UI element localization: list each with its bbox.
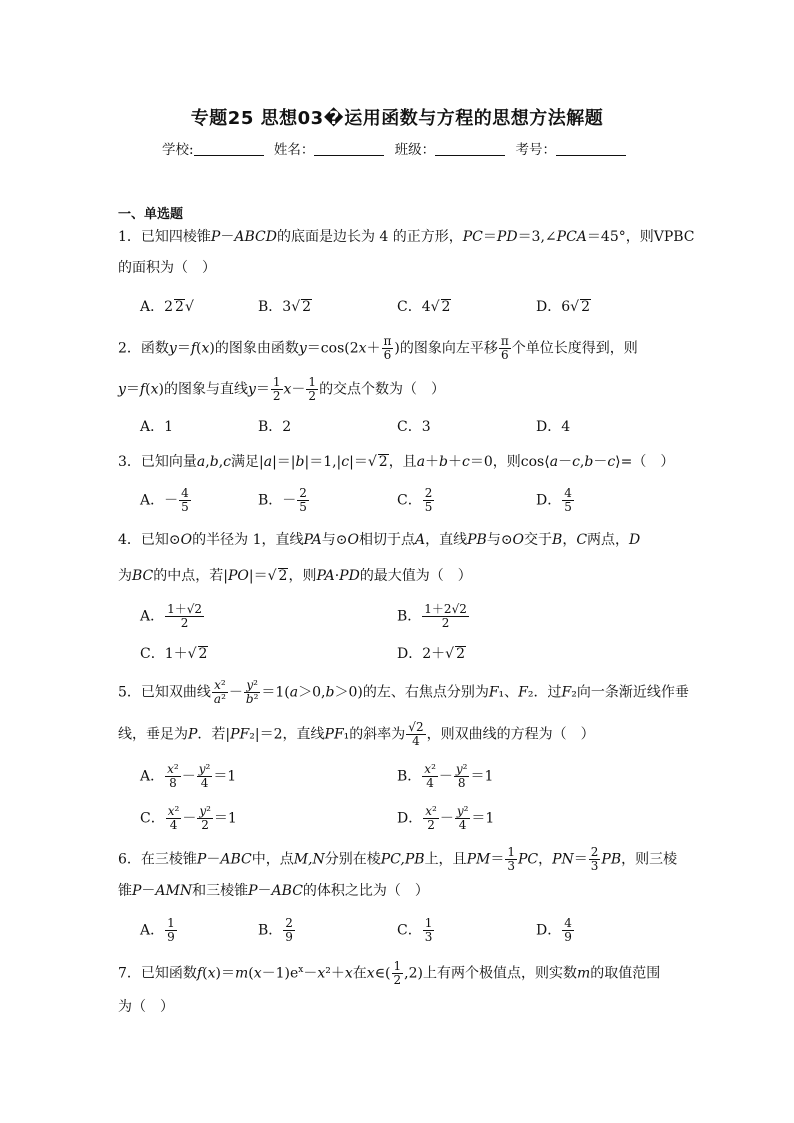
name-blank[interactable] (314, 143, 384, 156)
q2-option-a[interactable]: A．1 (140, 419, 174, 435)
question-6: 6．在三棱锥P－ABC中，点M,N分别在棱PC,PB上，且PM＝ $\frac{1}{3}$ PC，PN＝ $\frac{2}{3}$ PB，则三棱 (118, 845, 678, 873)
q4-option-b[interactable]: B． $\frac{1+2√2}{2}$ (397, 602, 467, 630)
q4-option-c[interactable]: C．1＋√ 2 (140, 646, 208, 662)
question-3: 3．已知向量a,b,c满足|a|＝|b|＝1,|c|＝√ 2，且a＋b＋c＝0，则cos⟨a－c,b－c⟩=（ ） (118, 454, 675, 470)
exam-no-blank[interactable] (556, 143, 626, 156)
question-4: 4．已知⊙O的半径为 1，直线PA与⊙O相切于点A，直线PB与⊙O交于B，C两点，D (118, 532, 641, 548)
question-6-line-2: 锥P－AMN和三棱锥P－ABC的体积之比为（ ） (118, 883, 429, 899)
q4-option-d[interactable]: D．2＋√ 2 (397, 646, 465, 662)
question-4-line-2: 为BC的中点，若|PO|＝√ 2，则PA·PD的最大值为（ ） (118, 568, 472, 584)
q6-option-d[interactable]: D． $\frac{4}{9}$ (536, 916, 572, 944)
q2-option-c[interactable]: C．3 (397, 419, 431, 435)
q1-option-c[interactable]: C．4√ 2 (397, 299, 451, 315)
question-7-line-2: 为（ ） (118, 999, 174, 1015)
q6-option-c[interactable]: C． $\frac{1}{3}$ (397, 916, 433, 944)
q5-option-d[interactable]: D． $\frac{\text{x²}}{2}$ － $\frac{\text{y²}}{4}$ ＝1 (397, 804, 495, 832)
q5-option-c[interactable]: C． $\frac{\text{x²}}{4}$ － $\frac{\text{y²}}{2}$ ＝1 (140, 804, 237, 832)
q3-option-d[interactable]: D． $\frac{4}{5}$ (536, 486, 572, 514)
q2-option-d[interactable]: D．4 (536, 419, 571, 435)
question-7: 7．已知函数$f(x)=m(x-1)e^x-x^2+x$在x∈( $\frac{1}{2}$ ,2)上有两个极值点，则实数m的取值范围 (118, 959, 661, 988)
q1-option-d[interactable]: D．6√ 2 (536, 299, 590, 315)
q6-option-b[interactable]: B． $\frac{2}{9}$ (258, 916, 293, 944)
question-5: 5．已知双曲线 $\frac{\text{x²}}{\text{a²}}$ － $\frac{\text{y²}}{\text{b²}}$ ＝1(a＞0,b＞0)的左、右焦点分别为F₁、F₂．过F₂向一条渐近线作垂 (118, 678, 689, 706)
q2-option-b[interactable]: B．2 (258, 419, 292, 435)
question-1: 1．已知四棱锥P－ABCD的底面是边长为 4 的正方形，PC＝PD＝3,∠PCA＝45°，则VPBC (118, 229, 695, 245)
class-blank[interactable] (435, 143, 505, 156)
q1-option-b[interactable]: B．3√ 2 (258, 299, 312, 315)
section-heading: 一、单选题 (118, 207, 184, 222)
q3-option-a[interactable]: A．－ $\frac{4}{5}$ (140, 486, 189, 514)
q1-option-a[interactable]: A．2 2√ (140, 299, 194, 315)
school-label: 学校: (162, 142, 194, 158)
q3-option-c[interactable]: C． $\frac{2}{5}$ (397, 486, 433, 514)
exam-no-label: 考号： (515, 142, 556, 158)
q6-option-a[interactable]: A． $\frac{1}{9}$ (140, 916, 175, 944)
school-blank[interactable] (194, 143, 264, 156)
question-5-line-2: 线，垂足为P．若|PF₂|＝2，直线PF₁的斜率为 $\frac{√2}{4}$ ，则双曲线的方程为（ ） (118, 720, 595, 748)
q3-option-b[interactable]: B．－ $\frac{2}{5}$ (258, 486, 307, 514)
question-2: 2．函数y＝f(x)的图象由函数y＝cos(2x＋ $\frac{\pi}{6}$ )的图象向左平移 $\frac{\pi}{6}$ 个单位长度得到，则 (118, 334, 638, 362)
q4-option-a[interactable]: A． $\frac{1+√2}{2}$ (140, 602, 203, 630)
q5-option-b[interactable]: B． $\frac{\text{x²}}{4}$ － $\frac{\text{y²}}{8}$ ＝1 (397, 762, 494, 790)
student-info-line (0, 138, 794, 158)
class-label: 班级： (394, 142, 436, 158)
question-2-line-2: y＝f(x)的图象与直线y＝ $\frac{1}{2}$ x－ $\frac{1}{2}$ 的交点个数为（ ） (118, 375, 446, 403)
q5-option-a[interactable]: A． $\frac{\text{x²}}{8}$ － $\frac{\text{y²}}{4}$ ＝1 (140, 762, 237, 790)
page-title: 专题25 思想03�运用函数与方程的思想方法解题 (190, 108, 604, 129)
name-label: 姓名： (273, 142, 315, 158)
question-1-line-2: 的面积为（ ） (118, 260, 216, 276)
